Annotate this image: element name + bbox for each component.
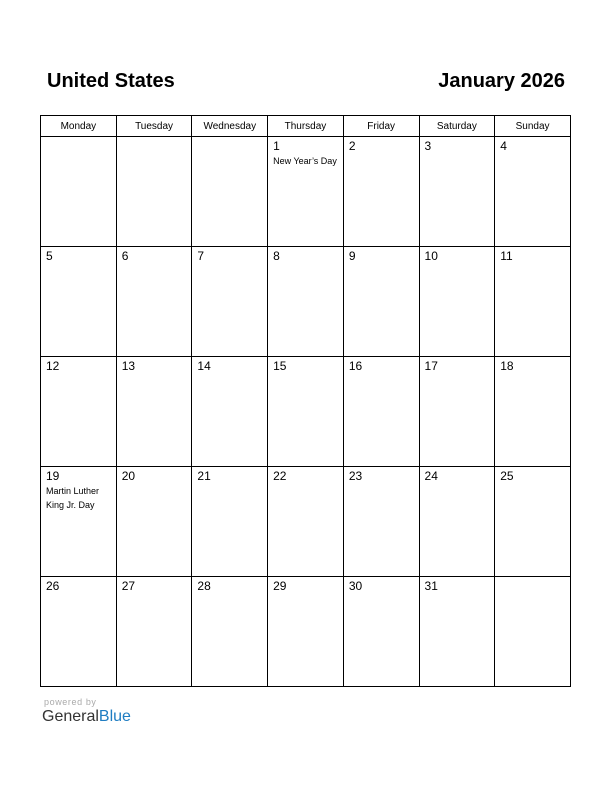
day-cell (268, 577, 344, 687)
holiday-label (117, 483, 192, 484)
day-number: 19 (46, 469, 60, 483)
day-cell (268, 137, 344, 247)
holiday-label (344, 373, 419, 374)
month-year-title: January 2026 (438, 70, 565, 92)
calendar-grid (40, 115, 571, 687)
holiday-label (495, 483, 570, 484)
weekday-header: Wednesday (192, 116, 268, 137)
day-cell (419, 467, 495, 577)
weekday-header: Tuesday (116, 116, 192, 137)
holiday-label (268, 373, 343, 374)
week-row (41, 357, 571, 467)
holiday-label (41, 263, 116, 264)
day-number: 29 (273, 579, 287, 593)
holiday-label (420, 483, 495, 484)
day-cell (419, 357, 495, 467)
day-cell (192, 357, 268, 467)
day-number: 9 (348, 249, 356, 263)
day-number: 5 (46, 249, 53, 263)
holiday-label (192, 593, 267, 594)
day-cell (343, 577, 419, 687)
holiday-label (268, 593, 343, 594)
weekday-header-row (41, 116, 571, 137)
day-number: 21 (197, 469, 211, 483)
day-number: 15 (273, 359, 287, 373)
week-row (41, 577, 571, 687)
holiday-label (344, 483, 419, 484)
day-number: 17 (424, 359, 438, 373)
day-number: 13 (121, 359, 136, 373)
day-cell (192, 577, 268, 687)
day-number: 28 (197, 579, 211, 593)
day-cell (116, 577, 192, 687)
weekday-header: Thursday (268, 116, 344, 137)
day-number: 20 (121, 469, 136, 483)
day-cell (192, 137, 268, 247)
week-row (41, 137, 571, 247)
day-cell (192, 467, 268, 577)
week-row (41, 247, 571, 357)
holiday-label (344, 153, 419, 154)
weekday-header: Saturday (419, 116, 495, 137)
holiday-label (495, 153, 570, 154)
day-number: 26 (46, 579, 60, 593)
day-number: 12 (46, 359, 60, 373)
day-number: 30 (348, 579, 363, 593)
day-cell (41, 577, 117, 687)
day-cell (495, 467, 571, 577)
holiday-label (420, 373, 495, 374)
day-cell (268, 467, 344, 577)
day-number: 18 (500, 359, 514, 373)
generalblue-logo (42, 708, 131, 726)
day-number: 11 (500, 249, 513, 263)
day-cell (419, 247, 495, 357)
day-cell (495, 137, 571, 247)
day-cell (41, 247, 117, 357)
powered-by-text: powered by (44, 697, 97, 707)
day-cell (116, 247, 192, 357)
holiday-label (495, 263, 570, 264)
holiday-label (495, 373, 570, 374)
holiday-label (420, 153, 495, 154)
day-number: 2 (348, 139, 356, 153)
day-cell (268, 247, 344, 357)
day-cell (419, 577, 495, 687)
day-number: 31 (424, 579, 438, 593)
calendar-header (47, 70, 565, 100)
day-cell (116, 357, 192, 467)
day-cell (343, 467, 419, 577)
weekday-header: Friday (343, 116, 419, 137)
day-number: 14 (197, 359, 211, 373)
holiday-label: New Year’s Day (273, 156, 337, 166)
day-number: 7 (197, 249, 205, 263)
holiday-label (268, 483, 343, 484)
holiday-label (117, 263, 192, 264)
week-row (41, 467, 571, 577)
day-cell (116, 137, 192, 247)
logo-text-general: General (42, 708, 99, 725)
day-cell (495, 577, 571, 687)
day-cell (343, 357, 419, 467)
weekday-header: Sunday (495, 116, 571, 137)
day-number: 4 (500, 139, 507, 153)
day-cell (419, 137, 495, 247)
holiday-label (192, 483, 267, 484)
day-number: 25 (500, 469, 514, 483)
day-cell (268, 357, 344, 467)
footer-branding (41, 697, 191, 733)
day-number: 1 (273, 139, 280, 153)
holiday-label (344, 593, 419, 594)
holiday-label (268, 263, 343, 264)
holiday-label (344, 263, 419, 264)
country-title: United States (47, 70, 175, 92)
holiday-label (192, 373, 267, 374)
day-number: 16 (348, 359, 363, 373)
day-cell (41, 357, 117, 467)
day-cell (343, 247, 419, 357)
day-cell (41, 137, 117, 247)
day-number: 23 (348, 469, 363, 483)
day-cell (41, 467, 117, 577)
logo-text-blue: Blue (98, 708, 131, 725)
holiday-label (420, 263, 495, 264)
day-number: 3 (424, 139, 432, 153)
day-number: 8 (273, 249, 280, 263)
holiday-label (117, 593, 192, 594)
day-number: 6 (121, 249, 129, 263)
holiday-label (117, 373, 192, 374)
holiday-label (495, 580, 570, 581)
day-cell (495, 357, 571, 467)
holiday-label (41, 593, 116, 594)
day-number: 24 (424, 469, 438, 483)
holiday-label (420, 593, 495, 594)
day-number: 10 (424, 249, 438, 263)
day-cell (343, 137, 419, 247)
holiday-label (41, 140, 116, 141)
holiday-label (41, 373, 116, 374)
holiday-label: Martin Luther King Jr. Day (46, 486, 100, 510)
day-cell (116, 467, 192, 577)
holiday-label (192, 140, 267, 141)
day-number: 27 (121, 579, 136, 593)
day-cell (495, 247, 571, 357)
holiday-label (192, 263, 267, 264)
day-cell (192, 247, 268, 357)
day-number: 22 (273, 469, 287, 483)
holiday-label (117, 140, 192, 141)
weekday-header: Monday (41, 116, 117, 137)
